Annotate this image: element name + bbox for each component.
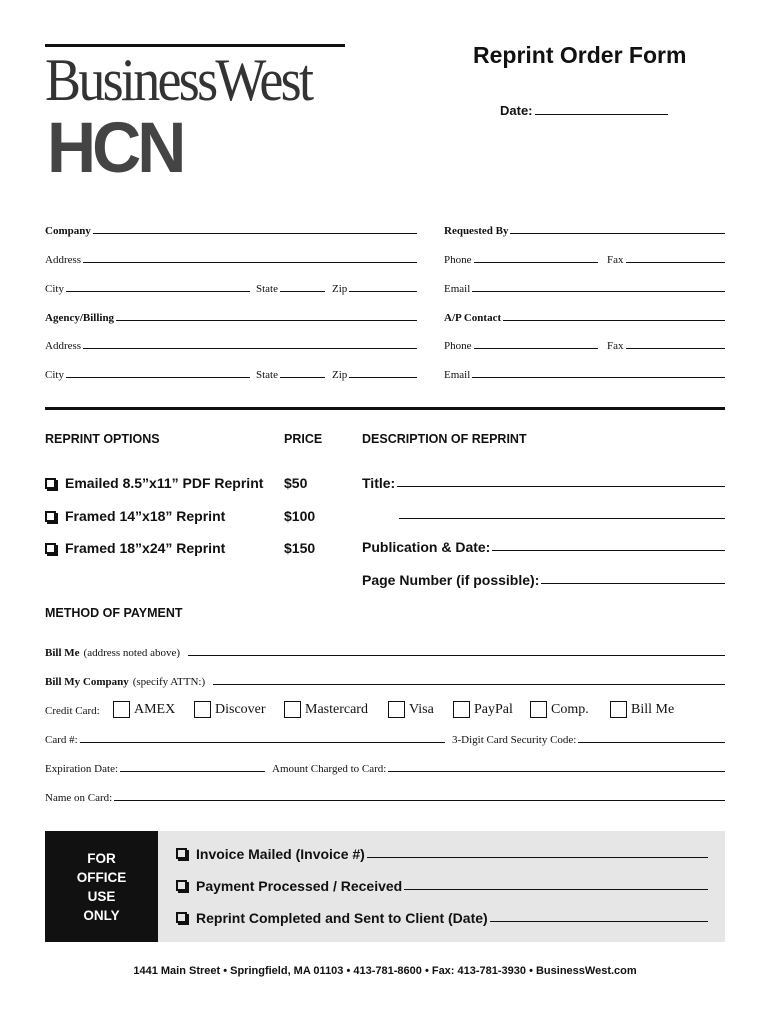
checkbox-icon[interactable]: [610, 701, 627, 718]
logo: [45, 44, 345, 188]
bill-me-field[interactable]: Bill Me (address noted above): [45, 647, 725, 659]
price-framed-18x24: $150: [284, 540, 316, 556]
card-mastercard[interactable]: Mastercard: [284, 701, 368, 718]
card-comp[interactable]: Comp.: [530, 701, 589, 718]
card-paypal[interactable]: PayPal: [453, 701, 513, 718]
checkbox-icon[interactable]: [284, 701, 301, 718]
card-visa[interactable]: Visa: [388, 701, 434, 718]
price-pdf: $50: [284, 475, 308, 491]
bill-company-field[interactable]: Bill My Company (specify ATTN:): [45, 676, 725, 688]
logo-businesswest: BusinessWest: [45, 47, 312, 113]
checkbox-icon[interactable]: [113, 701, 130, 718]
zip-field[interactable]: Zip: [332, 283, 417, 295]
email-field[interactable]: Email: [444, 283, 725, 295]
date-field[interactable]: [500, 103, 668, 118]
page-number-field[interactable]: Page Number (if possible):: [362, 572, 725, 588]
invoice-mailed-field[interactable]: Invoice Mailed (Invoice #): [176, 846, 708, 862]
checkbox-icon[interactable]: [176, 912, 187, 923]
reprint-completed-field[interactable]: Reprint Completed and Sent to Client (Date): [176, 910, 708, 926]
fax-field[interactable]: Fax: [607, 254, 725, 266]
checkbox-icon[interactable]: [530, 701, 547, 718]
checkbox-icon[interactable]: [45, 478, 56, 489]
billing-city-field[interactable]: City: [45, 369, 250, 381]
office-use-label-box: FOR OFFICE USE ONLY: [45, 831, 158, 942]
description-header: DESCRIPTION OF REPRINT: [362, 432, 527, 446]
option-framed-18x24[interactable]: Framed 18”x24” Reprint: [45, 540, 225, 556]
address-field[interactable]: Address: [45, 254, 417, 266]
ap-contact-field[interactable]: A/P Contact: [444, 312, 725, 324]
credit-card-label: Credit Card:: [45, 705, 100, 717]
options-header: REPRINT OPTIONS: [45, 432, 160, 446]
checkbox-icon[interactable]: [45, 511, 56, 522]
card-number-field[interactable]: Card #:: [45, 734, 445, 746]
payment-header: METHOD OF PAYMENT: [45, 606, 183, 620]
option-framed-14x18[interactable]: Framed 14”x18” Reprint: [45, 508, 225, 524]
title-field-line-2[interactable]: [399, 518, 725, 519]
ap-phone-field[interactable]: Phone: [444, 340, 598, 352]
date-label: Date:: [500, 103, 533, 118]
expiration-field[interactable]: Expiration Date:: [45, 763, 265, 775]
billing-zip-field[interactable]: Zip: [332, 369, 417, 381]
ap-email-field[interactable]: Email: [444, 369, 725, 381]
security-code-field[interactable]: 3-Digit Card Security Code:: [452, 734, 725, 746]
amount-charged-field[interactable]: Amount Charged to Card:: [272, 763, 725, 775]
billing-address-field[interactable]: Address: [45, 340, 417, 352]
agency-billing-field[interactable]: Agency/Billing: [45, 312, 417, 324]
card-discover[interactable]: Discover: [194, 701, 266, 718]
card-bill-me[interactable]: Bill Me: [610, 701, 674, 718]
ap-fax-field[interactable]: Fax: [607, 340, 725, 352]
card-amex[interactable]: AMEX: [113, 701, 175, 718]
price-header: PRICE: [284, 432, 323, 446]
checkbox-icon[interactable]: [45, 543, 56, 554]
company-field[interactable]: Company: [45, 225, 417, 237]
title-field[interactable]: Title:: [362, 475, 725, 491]
form-title: Reprint Order Form: [473, 42, 687, 68]
requested-by-field[interactable]: Requested By: [444, 225, 725, 237]
payment-processed-field[interactable]: Payment Processed / Received: [176, 878, 708, 894]
checkbox-icon[interactable]: [453, 701, 470, 718]
phone-field[interactable]: Phone: [444, 254, 598, 266]
footer-contact: 1441 Main Street • Springfield, MA 01103 • 413-781-8600 • Fax: 413-781-3930 • BusinessWest.com: [133, 965, 637, 977]
option-pdf[interactable]: Emailed 8.5”x11” PDF Reprint: [45, 475, 263, 491]
billing-state-field[interactable]: State: [256, 369, 325, 381]
state-field[interactable]: State: [256, 283, 325, 295]
city-field[interactable]: City: [45, 283, 250, 295]
checkbox-icon[interactable]: [176, 880, 187, 891]
publication-date-field[interactable]: Publication & Date:: [362, 539, 725, 555]
checkbox-icon[interactable]: [176, 848, 187, 859]
name-on-card-field[interactable]: Name on Card:: [45, 792, 725, 804]
price-framed-14x18: $100: [284, 508, 316, 524]
checkbox-icon[interactable]: [194, 701, 211, 718]
logo-hcn: HCN: [47, 108, 183, 188]
section-divider: [45, 407, 725, 410]
checkbox-icon[interactable]: [388, 701, 405, 718]
